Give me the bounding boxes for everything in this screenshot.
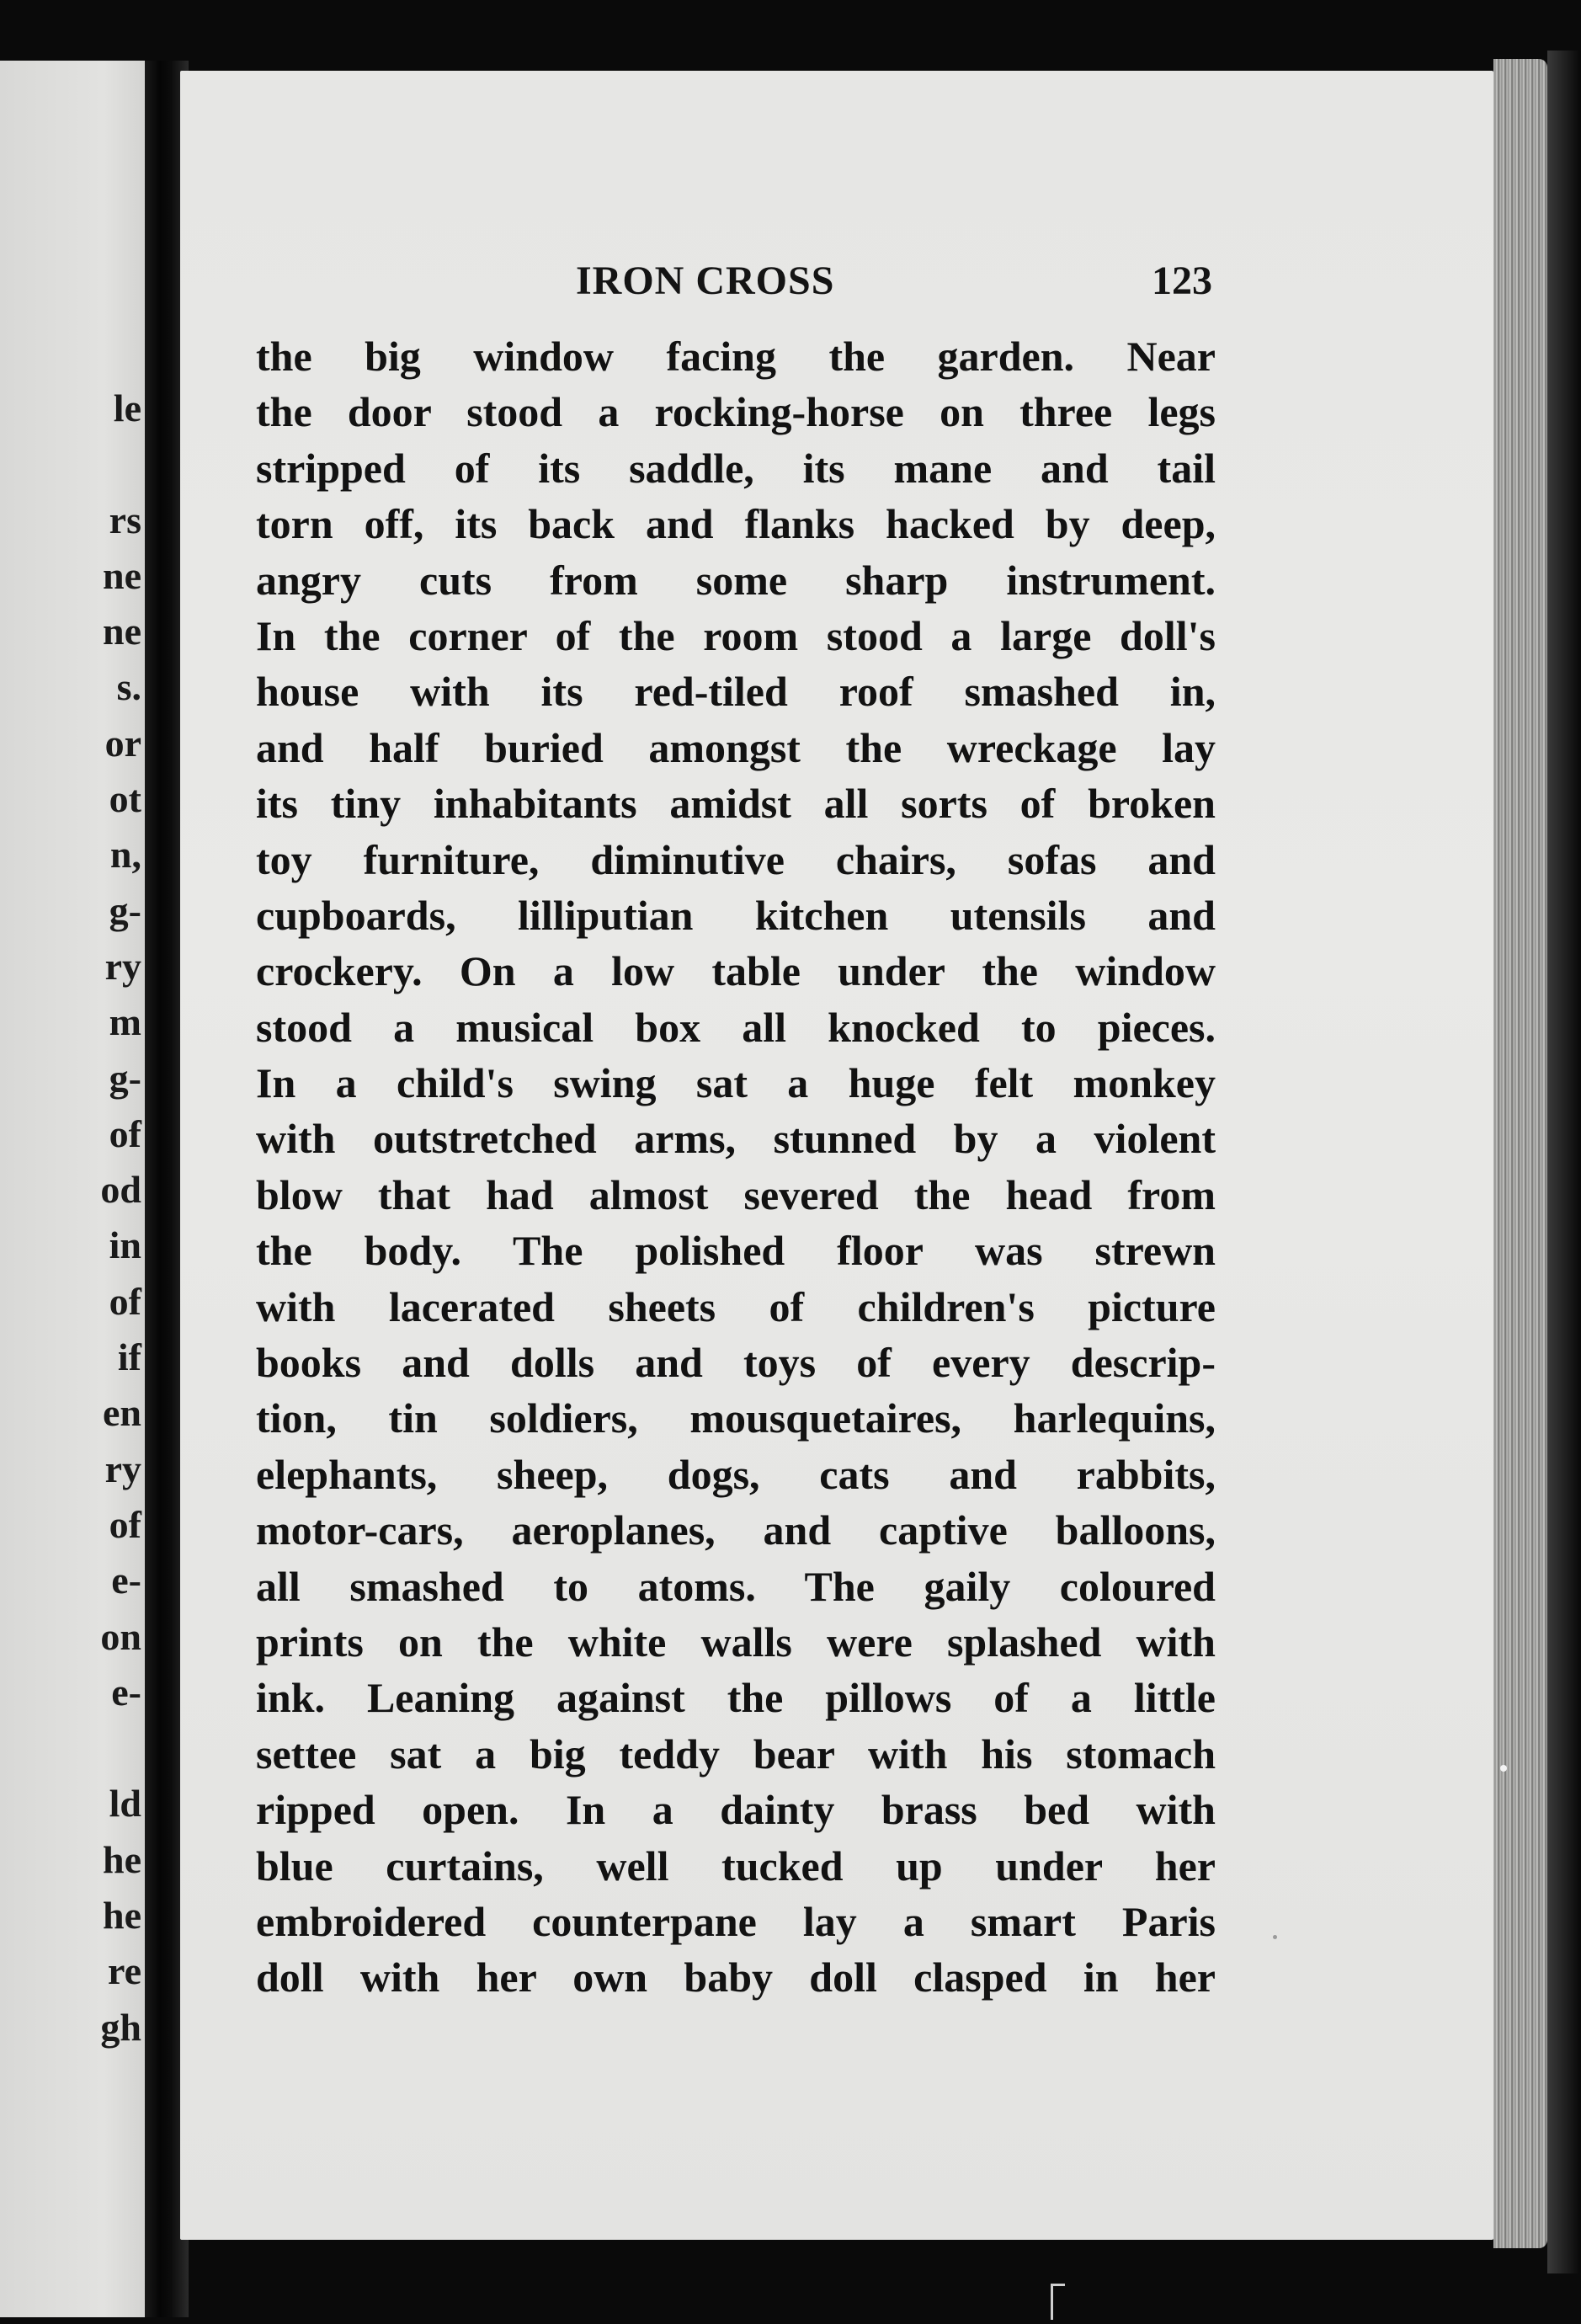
facing-page-fragment: ot: [109, 777, 141, 821]
facing-page-fragment: m: [109, 1000, 141, 1044]
text-line: toy furniture, diminutive chairs, sofas and: [256, 835, 1216, 883]
facing-page-fragment: rs: [109, 498, 141, 541]
facing-page-fragment: on: [100, 1614, 141, 1658]
facing-page-fragment: od: [100, 1168, 141, 1212]
text-line: embroidered counterpane lay a smart Paris: [256, 1897, 1216, 1945]
text-line: stood a musical box all knocked to pieces.: [256, 1003, 1216, 1051]
facing-page-fragment: he: [103, 1894, 141, 1938]
text-line: its tiny inhabitants amidst all sorts of broken: [256, 780, 1216, 828]
text-line: settee sat a big teddy bear with his stomach: [256, 1730, 1216, 1778]
text-line: In the corner of the room stood a large doll's: [256, 611, 1216, 659]
text-line: tion, tin soldiers, mousquetaires, harlequins,: [256, 1394, 1216, 1442]
facing-page-fragment: if: [117, 1335, 141, 1379]
text-line: In a child's swing sat a huge felt monkey: [256, 1059, 1216, 1107]
text-line: with outstretched arms, stunned by a violent: [256, 1115, 1216, 1163]
facing-page-fragment: e-: [111, 1559, 141, 1602]
facing-page-edge: [0, 61, 148, 2317]
facing-page-fragment: he: [103, 1837, 141, 1881]
facing-page-fragment: or: [104, 721, 141, 765]
facing-page-fragment: n,: [109, 833, 141, 877]
running-head: [253, 258, 1212, 318]
text-line: blow that had almost severed the head from: [256, 1170, 1216, 1218]
facing-page-fragment: g-: [109, 1056, 141, 1100]
running-title: IRON CROSS: [576, 259, 835, 303]
body-text: [256, 328, 1216, 2006]
text-line: and half buried amongst the wreckage lay: [256, 723, 1216, 771]
facing-page-fragment: ne: [103, 610, 141, 653]
page-number: 123: [1152, 259, 1212, 303]
facing-page-fragment: g-: [109, 888, 141, 932]
facing-page-fragment: ry: [104, 1447, 141, 1490]
text-line: the body. The polished floor was strewn: [256, 1227, 1216, 1275]
facing-page-fragment: [0, 1720, 148, 1776]
facing-page-fragment: ry: [104, 944, 141, 988]
text-line: angry cuts from some sharp instrument.: [256, 556, 1216, 604]
text-line: crockery. On a low table under the window: [256, 947, 1216, 995]
facing-page-fragment: gh: [100, 2005, 141, 2049]
page-edge-shadow: [1547, 51, 1581, 2273]
facing-page-fragment: ne: [103, 553, 141, 597]
text-line: elephants, sheep, dogs, cats and rabbits,: [256, 1450, 1216, 1498]
text-line: blue curtains, well tucked up under her: [256, 1842, 1216, 1890]
text-line: ripped open. In a dainty brass bed with: [256, 1786, 1216, 1834]
facing-page-fragment: ld: [109, 1782, 141, 1826]
text-line: the big window facing the garden. Near: [256, 333, 1216, 380]
facing-page-text-fragments: [0, 381, 148, 2055]
facing-page-fragment: e-: [111, 1670, 141, 1714]
text-line: with lacerated sheets of children's picture: [256, 1282, 1216, 1330]
text-line: motor-cars, aeroplanes, and captive balloons,: [256, 1506, 1216, 1554]
text-line: books and dolls and toys of every descrip-: [256, 1339, 1216, 1387]
scan-speck: [1500, 1765, 1507, 1772]
text-line: all smashed to atoms. The gaily coloured: [256, 1562, 1216, 1610]
text-line: cupboards, lilliputian kitchen utensils and: [256, 891, 1216, 939]
scan-mark: [1051, 2284, 1065, 2320]
text-line: house with its red-tiled roof smashed in,: [256, 668, 1216, 716]
scan-speck: [1273, 1935, 1277, 1939]
facing-page-fragment: in: [109, 1223, 141, 1267]
facing-page-fragment: le: [113, 386, 141, 429]
text-line: doll with her own baby doll clasped in her: [256, 1954, 1216, 2002]
text-line: the door stood a rocking-horse on three legs: [256, 388, 1216, 436]
facing-page-fragment: s.: [116, 665, 141, 709]
facing-page-fragment: of: [109, 1279, 141, 1323]
text-line: stripped of its saddle, its mane and tail: [256, 444, 1216, 492]
text-line: prints on the white walls were splashed with: [256, 1618, 1216, 1666]
facing-page-fragment: en: [103, 1391, 141, 1435]
facing-page-fragment: of: [109, 1111, 141, 1155]
page-edge-stack: [1493, 59, 1547, 2248]
facing-page-fragment: of: [109, 1502, 141, 1546]
text-line: torn off, its back and flanks hacked by deep,: [256, 500, 1216, 548]
facing-page-fragment: re: [107, 1949, 141, 1993]
facing-page-fragment: [0, 436, 148, 492]
text-line: ink. Leaning against the pillows of a little: [256, 1674, 1216, 1722]
